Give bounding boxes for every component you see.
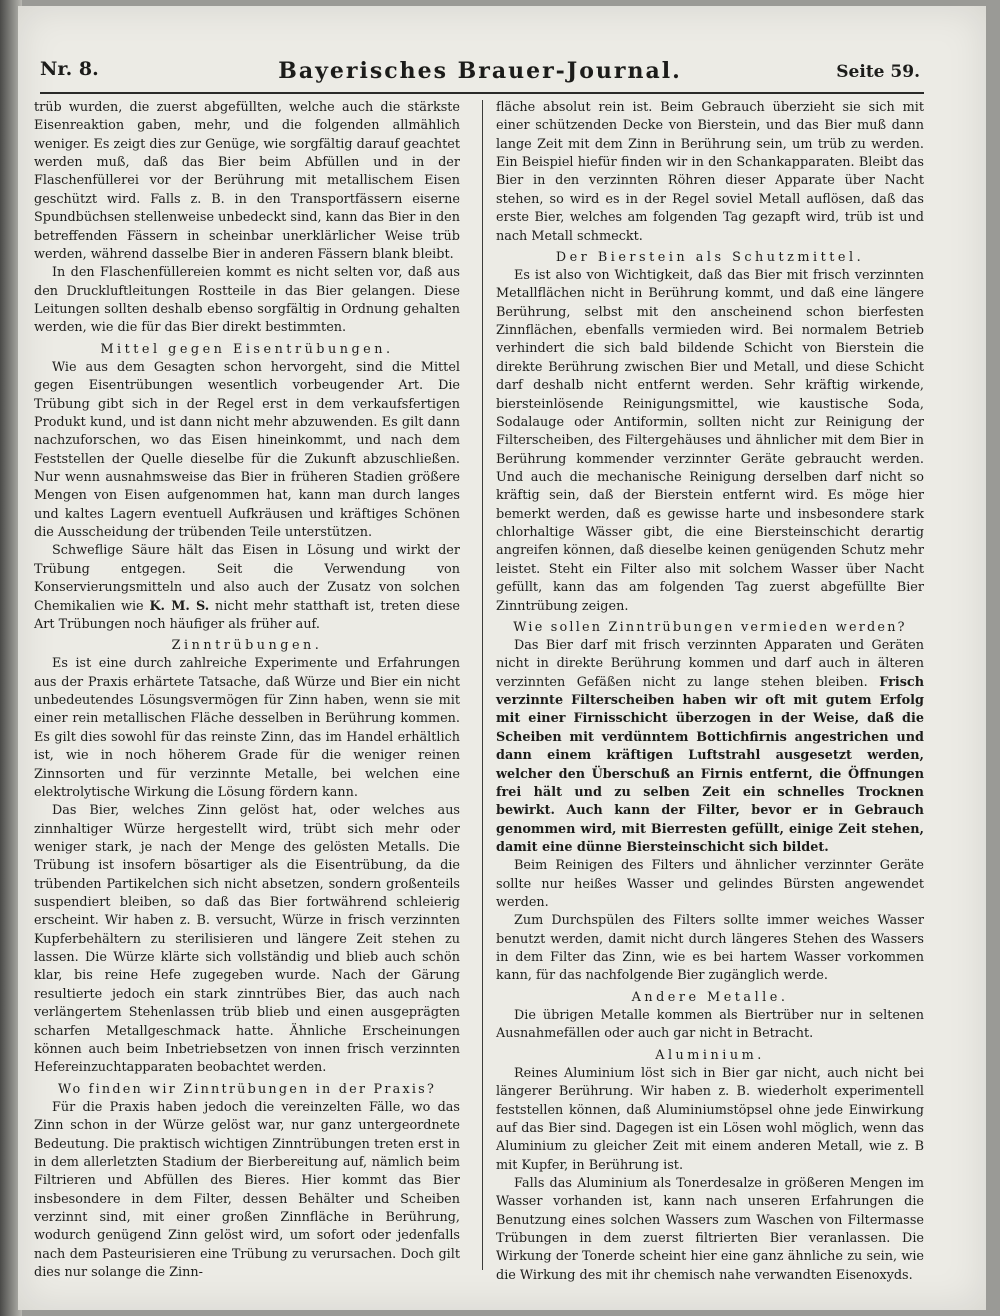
paragraph: Es ist eine durch zahlreiche Experimente und Erfahrungen aus der Praxis erhärtete Tatsache, daß Würze und Bier ein nicht unbedeutendes Lösungsvermögen für Zinn haben, wenn sie mit einer rein metallischen Fläche desselben in Berührung kommen. Es gilt dies sowohl für das reinste Zinn, das im Handel erhältlich ist, wie in noch höherem Grade für die weniger reinen Zinnsorten und für verzinnte Metalle, bei welchen eine elektrolytische Wirkung die Lösung fördern kann.	[34, 656, 460, 800]
paragraph: In den Flaschenfüllereien kommt es nicht selten vor, daß aus den Druckluftleitungen Rostteile in das Bier gelangen. Diese Leitungen sollten deshalb ebenso sorgfältig in Ordnung gehalten werden, wie die für das Bier direkt bestimmten.	[34, 265, 460, 336]
section-heading: Mittel gegen Eisentrübungen.	[100, 341, 394, 357]
text-run: Schweflige Säure hält das Eisen in Lösung und wirkt der Trübung entgegen. Seit die Verwendung von Konservierungsmitteln und also auch der Zusatz von solchen Chemikalien wie	[34, 543, 460, 614]
paragraph	[496, 637, 924, 857]
page-header	[40, 58, 920, 92]
paragraph: Die übrigen Metalle kommen als Biertrüber nur in seltenen Ausnahmefällen oder auch gar nicht in Betracht.	[496, 1008, 924, 1042]
paragraph: Zum Durchspülen des Filters sollte immer weiches Wasser benutzt werden, damit nicht durch längeres Stehen des Wassers in dem Filter das Zinn, wie es bei hartem Wasser vorkommen kann, für das nachfolgende Bier zugänglich werde.	[496, 913, 924, 984]
section-heading: Wie sollen Zinntrübungen vermieden werden?	[513, 619, 907, 635]
bold-passage: Frisch verzinnte Filterscheiben haben wir oft mit gutem Erfolg mit einer Firnisschicht überzogen in der Weise, daß die Scheiben mit verdünntem Bottichfirnis angestrichen und dann einem kräftigen Luftstrahl ausgesetzt werden, welcher den Überschuß an Firnis entfernt, die Öffnungen frei hält und zu selben Zeit ein schnelles Trocknen bewirkt. Auch kann der Filter, bevor er in Gebrauch genommen wird, mit Bierresten gefüllt, einige Zeit stehen, damit eine dünne Biersteinschicht sich bildet.	[496, 674, 924, 855]
section-heading: Andere Metalle.	[631, 989, 789, 1005]
issue-number: Nr. 8.	[40, 58, 99, 80]
text-run: Das Bier darf mit frisch verzinnten Apparaten und Geräten nicht in direkte Berührung kommen und darf auch in älteren verzinnten Gefäßen nicht zu lange stehen bleiben.	[496, 638, 924, 690]
left-column	[34, 99, 460, 1289]
section-heading: Zinntrübungen.	[171, 638, 323, 654]
section-heading: Wo finden wir Zinntrübungen in der Praxis?	[58, 1081, 436, 1097]
paragraph: trüb wurden, die zuerst abgefüllten, welche auch die stärkste Eisenreaktion gaben, mehr, und die folgenden allmählich weniger. Es zeigt dies zur Genüge, wie sorgfältig darauf geachtet werden muß, daß das Bier beim Abfüllen und in der Flaschenfüllerei vor der Berührung mit metallischem Eisen geschützt wird. Falls z. B. in den Transportfässern eiserne Spundbüchsen stellenweise unbedeckt sind, kann das Bier in den betreffenden Fässern in scheinbar unerklärlicher Weise trüb werden, während dasselbe Bier in anderen Fässern blank bleibt.	[34, 100, 460, 262]
right-column	[496, 99, 924, 1289]
paragraph: Das Bier, welches Zinn gelöst hat, oder welches aus zinnhaltiger Würze hergestellt wird, trübt sich mehr oder weniger stark, je nach der Menge des gelösten Metalls. Die Trübung ist insofern bösartiger als die Eisentrübung, da die trübenden Partikelchen sich nicht absetzen, sondern großenteils suspendiert bleiben, so daß das Bier fortwährend schleierig erscheint. Wir haben z. B. versucht, Würze in frisch verzinnten Kupferbehältern zu sterilisieren und längere Zeit stehen zu lassen. Die Würze klärte sich vollständig und blieb auch schön klar, bis reine Hefe zugegeben wurde. Nach der Gärung resultierte jedoch ein stark zinntrübes Bier, das auch nach verlängertem Stehenlassen trüb blieb und einen ausgeprägten scharfen Metallgeschmack hatte. Ähnliche Erscheinungen können auch beim Inbetriebsetzen von innen frisch verzinnten Hefereinzuchtapparaten beobachtet werden.	[34, 803, 460, 1076]
paragraph: Für die Praxis haben jedoch die vereinzelten Fälle, wo das Zinn schon in der Würze gelöst war, nur ganz untergeordnete Bedeutung. Die praktisch wichtigen Zinntrübungen treten erst in in dem allerletzten Stadium der Bierbereitung auf, nämlich beim Filtrieren und Abfüllen des Bieres. Hier kommt das Bier insbesondere in dem Filter, dessen Behälter und Scheiben verzinnt sind, mit einer großen Zinnfläche in Berührung, wodurch genügend Zinn gelöst wird, um sofort oder jedenfalls nach dem Pasteurisieren eine Trübung zu verursachen. Doch gilt dies nur solange die Zinn-	[34, 1099, 460, 1281]
abbreviation-kms: K. M. S.	[149, 598, 210, 614]
page-number: Seite 59.	[836, 62, 920, 82]
section-heading: Der Bierstein als Schutzmittel.	[555, 249, 865, 265]
paragraph: Wie aus dem Gesagten schon hervorgeht, sind die Mittel gegen Eisentrübungen wesentlich vorbeugender Art. Die Trübung gibt sich in der Regel erst in dem verkaufsfertigen Produkt kund, und ist dann nicht mehr abzuwenden. Es gilt dann nachzuforschen, wo das Eisen hineinkommt, und nach dem Feststellen der Quelle dieselbe für die Zukunft abzuschließen. Nur wenn ausnahmsweise das Bier in früheren Stadien größere Mengen von Eisen aufgenommen hat, kann man durch langes und kaltes Lagern eventuell Aufkräusen und kräftiges Schönen die Ausscheidung der trübenden Teile unterstützen.	[34, 359, 460, 541]
paragraph	[34, 542, 460, 634]
section-heading: Aluminium.	[655, 1047, 765, 1063]
paragraph: Beim Reinigen des Filters und ähnlicher verzinnter Geräte sollte nur heißes Wasser und gelindes Bürsten angewendet werden.	[496, 858, 924, 911]
column-divider	[482, 100, 483, 1270]
paragraph: Reines Aluminium löst sich in Bier gar nicht, auch nicht bei längerer Berührung. Wir haben z. B. wiederholt experimentell feststellen können, daß Aluminiumstöpsel ohne jede Einwirkung auf das Bier sind. Dagegen ist ein Lösen wohl möglich, wenn das Aluminium zu gleicher Zeit mit einem anderen Metall, wie z. B mit Kupfer, in Berührung ist.	[496, 1065, 924, 1173]
header-rule	[40, 92, 924, 94]
paragraph: Falls das Aluminium als Tonerdesalze in größeren Mengen im Wasser vorhanden ist, kann nach unseren Erfahrungen die Benutzung eines solchen Wassers zum Waschen von Filtermasse Trübungen in dem zuerst filtrierten Bier veranlassen. Die Wirkung der Tonerde scheint hier eine ganz ähnliche zu sein, wie die Wirkung des mit ihr chemisch nahe verwandten Eisenoxyds.	[496, 1176, 924, 1283]
masthead-title: Bayerisches Brauer-Journal.	[278, 58, 682, 84]
paragraph: fläche absolut rein ist. Beim Gebrauch überzieht sie sich mit einer schützenden Decke von Bierstein, und das Bier muß dann lange Zeit mit dem Zinn in Berührung sein, um trüb zu werden. Ein Beispiel hiefür finden wir in den Schankapparaten. Bleibt das Bier in den verzinnten Röhren dieser Apparate über Nacht stehen, so wird es in der Regel soviel Metall auflösen, daß das erste Bier, welches am folgenden Tag gezapft wird, trüb ist und nach Metall schmeckt.	[496, 100, 924, 244]
paragraph: Es ist also von Wichtigkeit, daß das Bier mit frisch verzinnten Metallflächen nicht in Berührung kommt, und daß eine längere Berührung, selbst mit den anscheinend schon bierfesten Zinnflächen, ebenfalls vermieden wird. Bei normalem Betrieb verhindert die sich bald bildende Schicht von Bierstein die direkte Berührung zwischen Bier und Metall, und diese Schicht darf deshalb nicht entfernt werden. Sehr kräftig wirkende, biersteinlösende Reinigungsmittel, wie kaustische Soda, Sodalauge oder Antiformin, sollten nicht zur Reinigung der Filterscheiben, des Filtergehäuses und ähnlicher mit dem Bier in Berührung kommender verzinnter Geräte gebraucht werden. Und auch die mechanische Reinigung derselben darf nicht so kräftig sein, daß der Bierstein entfernt wird. Es möge hier bemerkt werden, daß es gewisse harte und insbesondere stark chlorhaltige Wässer gibt, die eine Biersteinschicht derartig angreifen können, daß dieselbe keinen genügenden Schutz mehr leistet. Steht ein Filter also mit solchem Wasser über Nacht gefüllt, kann das am folgenden Tag zuerst abgefüllte Bier Zinntrübung zeigen.	[496, 268, 924, 614]
text-run: nicht mehr statthaft ist, treten diese Art Trübungen noch häufiger als früher auf.	[34, 598, 460, 632]
